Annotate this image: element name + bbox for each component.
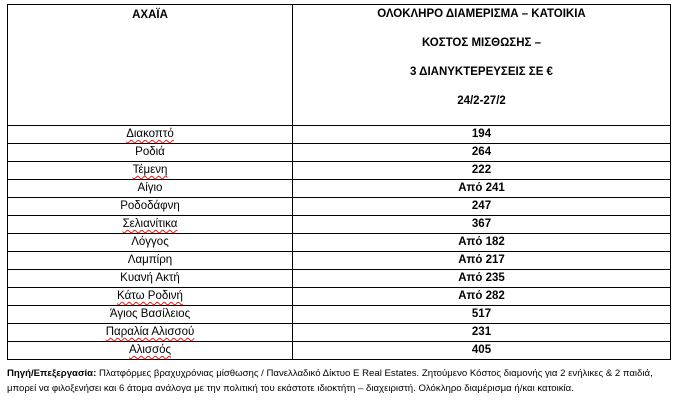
cost-value: 367 (293, 216, 671, 234)
place-name: Διακοπτό (126, 128, 174, 140)
place-name: Τέμενη (132, 164, 168, 176)
table-row (8, 252, 671, 270)
cost-value: 247 (293, 198, 671, 216)
cost-value: 264 (293, 144, 671, 162)
place-name: Ροδιά (8, 144, 293, 162)
cost-value: 194 (293, 126, 671, 144)
header-line-3: 3 ΔΙΑΝΥΚΤΕΡΕΥΣΕΙΣ ΣΕ € (410, 66, 553, 78)
table-row (8, 324, 671, 342)
rental-cost-table (7, 4, 671, 360)
header-line-4: 24/2-27/2 (457, 95, 506, 107)
table-row (8, 126, 671, 144)
table-header-row (8, 5, 671, 126)
header-line-1: ΟΛΟΚΛΗΡΟ ΔΙΑΜΕΡΙΣΜΑ – ΚΑΤΟΙΚΙΑ (377, 8, 586, 20)
table-row (8, 162, 671, 180)
place-name: Κάτω Ροδινή (117, 290, 183, 302)
header-line-2: ΚΟΣΤΟΣ ΜΙΣΘΩΣΗΣ – (421, 37, 542, 49)
table-row (8, 216, 671, 234)
table-row (8, 288, 671, 306)
source-note (7, 366, 671, 396)
cost-value: 222 (293, 162, 671, 180)
table-row (8, 306, 671, 324)
place-name: Άγιος Βασίλειος (8, 306, 293, 324)
cost-value: 231 (293, 324, 671, 342)
place-name: Αλισσός (128, 344, 172, 356)
place-name: Αίγιο (8, 180, 293, 198)
cost-value: Από 217 (293, 252, 671, 270)
source-label: Πηγή/Επεξεργασία: (7, 368, 97, 379)
region-header: ΑΧΑΪΑ (8, 5, 293, 126)
table-row (8, 198, 671, 216)
table-row (8, 270, 671, 288)
document (7, 4, 670, 360)
cost-value: Από 182 (293, 234, 671, 252)
source-text: Πλατφόρμες βραχυχρόνιας μίσθωσης / Πανελλαδικό Δίκτυο E Real Estates. Ζητούμενο Κόστος διαμονής για 2 ενήλικες & 2 παιδιά, μπορεί να φιλοξενήσει και 6 άτομα ανάλογα με την πολιτική του εκάστοτε ιδιοκτήτη – διαχειριστή. Ολόκληρο διαμέρισμα ή/και κατοικία. (7, 368, 653, 394)
cost-value: 517 (293, 306, 671, 324)
table-row (8, 234, 671, 252)
place-name: Λαμπίρη (8, 252, 293, 270)
place-name: Παραλία Αλισσού (105, 326, 195, 338)
table-row (8, 144, 671, 162)
table-row (8, 342, 671, 360)
place-name: Κυανή Ακτή (8, 270, 293, 288)
cost-value: Από 282 (293, 288, 671, 306)
title-header (293, 5, 671, 126)
cost-value: 405 (293, 342, 671, 360)
cost-value: Από 241 (293, 180, 671, 198)
place-name: Σελιανίτικα (122, 218, 178, 230)
table-row (8, 180, 671, 198)
place-name: Ροδοδάφνη (8, 198, 293, 216)
place-name: Λόγγος (8, 234, 293, 252)
cost-value: Από 235 (293, 270, 671, 288)
